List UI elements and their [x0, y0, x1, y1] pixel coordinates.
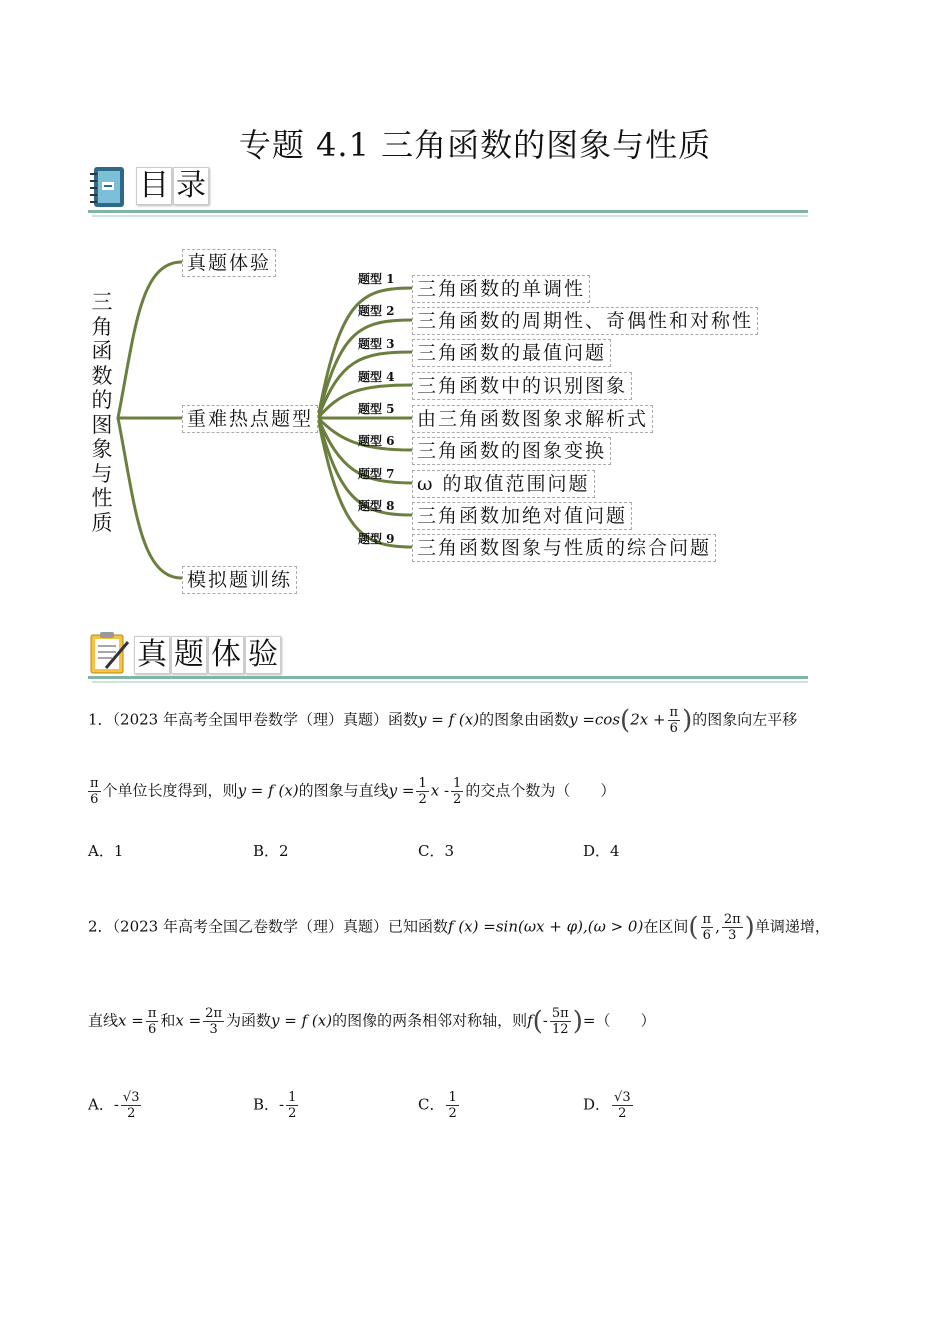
frac-num: 1 [453, 776, 462, 791]
toc-heading-char: 录 [173, 167, 209, 205]
frac-num: 1 [288, 1090, 297, 1105]
question-2-line1: 2．（2023 年高考全国乙卷数学（理）真题）已知函数f (x) =sin(ωx + φ),(ω > 0)在区间( $\frac{\pi}{6}$ , $\frac{2\pi}{3}$ )单调递增， [88, 912, 830, 943]
page-title: 专题 4.1 三角函数的图象与性质 [238, 126, 712, 164]
toc-type-item[interactable]: ω 的取值范围问题 [412, 470, 595, 498]
frac-den: 6 [147, 1022, 157, 1037]
clipboard-pen-icon [88, 630, 130, 676]
type-tag: 题型 8 [358, 499, 395, 513]
type-tag: 题型 5 [358, 402, 395, 416]
option-sign: - [113, 1095, 119, 1114]
frac-den: 6 [702, 928, 711, 943]
section-heading-char: 验 [245, 636, 281, 674]
option-letter: B． [253, 1095, 280, 1114]
frac-num: 1 [418, 776, 427, 791]
math-expr: y = [388, 781, 415, 800]
math-expr: x = [118, 1011, 144, 1030]
answer-option-a[interactable]: A．1 [88, 842, 124, 860]
math-expr: 2x + [630, 710, 666, 729]
type-tag: 题型 6 [358, 434, 395, 448]
math-expr: y =cos [569, 710, 621, 729]
frac-den: 2 [618, 1106, 627, 1121]
math-sign: - [542, 1011, 548, 1030]
frac-num: π [702, 912, 712, 927]
frac-den: 3 [209, 1022, 218, 1037]
math-expr: y = f (x) [271, 1011, 333, 1030]
math-expr: f [527, 1011, 533, 1030]
option-letter: C． [418, 1095, 445, 1114]
question-text: 的图像的两条相邻对称轴，则 [332, 1011, 528, 1030]
type-tag: 题型 2 [358, 304, 395, 318]
frac-num: 1 [448, 1090, 457, 1105]
question-text: 的图象由函数 [479, 710, 570, 729]
answer-option-b[interactable]: B．2 [253, 842, 289, 860]
frac-den: 2 [127, 1106, 136, 1121]
answer-option-a[interactable] [88, 1090, 143, 1121]
frac-den: 3 [728, 928, 737, 943]
answer-option-c[interactable]: C．3 [418, 842, 455, 860]
question-2-line2: 直线x = $\frac{\pi}{6}$ 和x = $\frac{2\pi}{3}$ 为函数y = f (x)的图像的两条相邻对称轴，则f(- $\frac{5\pi}{12}$ )=（ ） [88, 1006, 656, 1037]
question-number: 2． [88, 917, 113, 936]
type-tag: 题型 4 [358, 370, 395, 384]
type-tag: 题型 3 [358, 337, 395, 351]
toc-branch-exam[interactable]: 真题体验 [182, 249, 276, 277]
frac-num: 5π [551, 1006, 569, 1021]
toc-type-item[interactable]: 三角函数加绝对值问题 [412, 502, 632, 530]
frac-num: π [669, 705, 679, 720]
math-eq: = [582, 1011, 596, 1030]
frac-den: 6 [90, 792, 99, 807]
question-text: 单调递增， [754, 917, 830, 936]
frac-den: 12 [552, 1022, 569, 1037]
answer-option-c[interactable] [418, 1090, 461, 1121]
toc-type-item[interactable]: 三角函数的最值问题 [412, 339, 611, 367]
math-expr: y = f (x) [237, 781, 299, 800]
type-tag: 题型 9 [358, 532, 395, 546]
frac-num: √3 [122, 1090, 140, 1105]
question-text: 在区间 [643, 917, 689, 936]
question-1-line1: 1．（2023 年高考全国甲卷数学（理）真题）函数y = f (x)的图象由函数y =cos(2x + $\frac{\pi}{6}$ )的图象向左平移 [88, 705, 798, 736]
question-text: （ ） [595, 1011, 656, 1030]
toc-type-item[interactable]: 三角函数的图象变换 [412, 437, 611, 465]
math-expr: f (x) =sin(ωx + φ),(ω > 0) [448, 917, 644, 936]
frac-den: 6 [669, 721, 678, 736]
option-letter: D． [583, 1095, 611, 1114]
question-text: 的图象向左平移 [692, 710, 798, 729]
toc-branch-key-types[interactable]: 重难热点题型 [182, 405, 318, 433]
answer-option-b[interactable] [253, 1090, 300, 1121]
option-sign: - [279, 1095, 285, 1114]
toc-branch-simulation[interactable]: 模拟题训练 [182, 566, 297, 594]
frac-num: π [147, 1006, 157, 1021]
frac-den: 2 [448, 1106, 457, 1121]
frac-den: 2 [288, 1106, 297, 1121]
section-heading-char: 真 [134, 636, 170, 674]
question-text: 直线 [88, 1011, 119, 1030]
answer-option-d[interactable]: D．4 [583, 842, 620, 860]
toc-heading-char: 目 [136, 167, 172, 205]
math-expr: x = [175, 1011, 202, 1030]
question-source: （2023 年高考全国乙卷数学（理）真题）已知函数 [112, 917, 448, 936]
question-text: 个单位长度得到，则 [102, 781, 238, 800]
math-expr: y = f (x) [418, 710, 480, 729]
frac-num: π [90, 776, 99, 791]
mindmap-root: 三角函数的图象与性质 [91, 290, 113, 535]
question-source: （2023 年高考全国甲卷数学（理）真题）函数 [112, 710, 418, 729]
frac-num: 2π [723, 912, 741, 927]
frac-num: 2π [205, 1006, 222, 1021]
type-tag: 题型 7 [358, 467, 395, 481]
answer-option-d[interactable] [583, 1090, 635, 1121]
question-text: 的图象与直线 [298, 781, 389, 800]
frac-den: 2 [418, 792, 427, 807]
question-text: 的交点个数为（ ） [465, 781, 616, 800]
question-number: 1． [88, 710, 113, 729]
section-heading-char: 题 [171, 636, 207, 674]
option-letter: A． [88, 1095, 114, 1114]
question-text: 为函数 [226, 1011, 272, 1030]
frac-den: 2 [453, 792, 462, 807]
question-1-line2 [88, 776, 615, 807]
divider [92, 681, 808, 683]
toc-type-item[interactable]: 三角函数的单调性 [412, 275, 590, 303]
toc-type-item[interactable]: 由三角函数图象求解析式 [412, 405, 653, 433]
toc-type-item[interactable]: 三角函数中的识别图象 [412, 372, 632, 400]
section-heading-char: 体 [208, 636, 244, 674]
type-tag: 题型 1 [358, 272, 395, 286]
frac-num: √3 [614, 1090, 631, 1105]
question-text: 和 [160, 1011, 176, 1030]
math-comma: , [715, 917, 720, 936]
toc-type-item[interactable]: 三角函数的周期性、奇偶性和对称性 [412, 307, 758, 335]
divider [88, 676, 808, 679]
math-expr: x - [430, 781, 450, 800]
toc-type-item[interactable]: 三角函数图象与性质的综合问题 [412, 534, 716, 562]
